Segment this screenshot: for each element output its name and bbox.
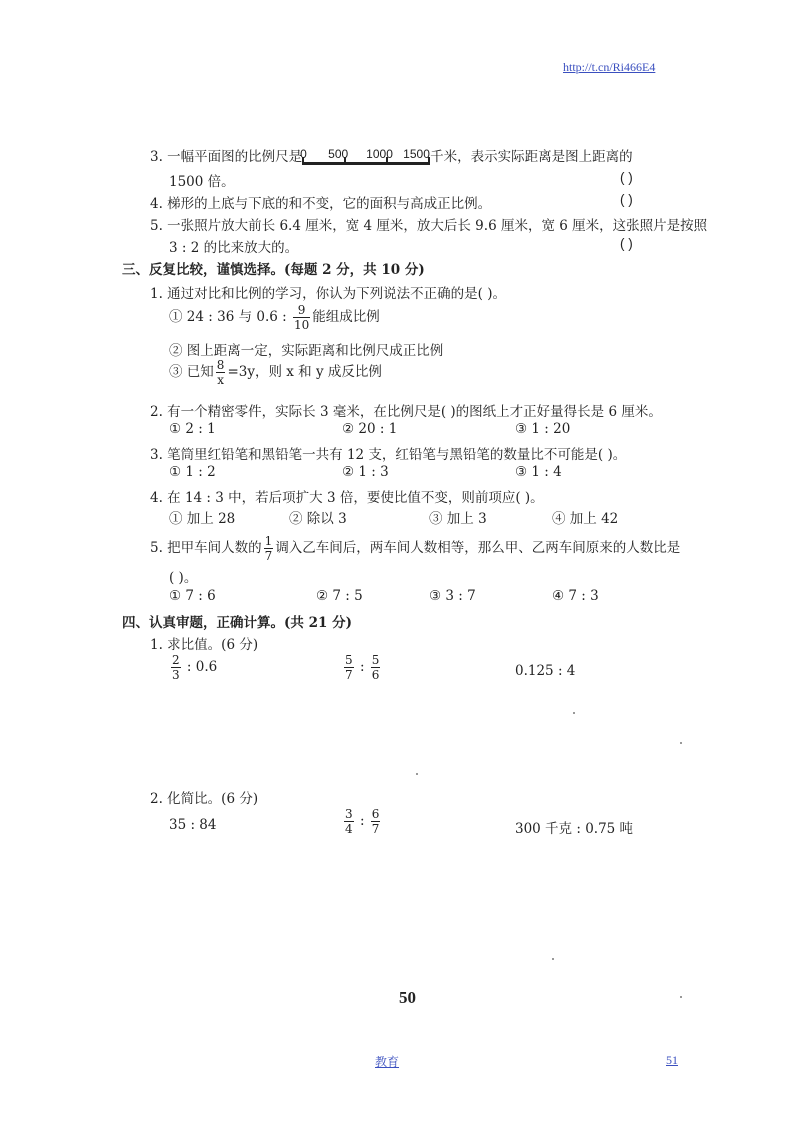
option: ③ 加上 3 [429, 511, 487, 527]
fraction: $\frac{2}{3}$ [172, 653, 180, 682]
judge-q3-text-end: 千米，表示实际距离是图上距离的 [430, 149, 633, 165]
scan-speck [416, 773, 418, 775]
scan-speck [573, 712, 575, 714]
scan-speck [680, 996, 682, 998]
option: ① 1 : 2 [169, 464, 216, 480]
scale-bar-figure [300, 146, 430, 166]
footer-page-link[interactable]: 51 [666, 1053, 678, 1067]
option: ② 7 : 5 [316, 588, 363, 604]
fraction: $\frac{5}{6}$ [371, 653, 380, 682]
s4-q2-title: 2. 化简比。(6 分) [150, 791, 259, 807]
fraction: $\frac{6}{7}$ [371, 807, 380, 836]
option: ④ 加上 42 [552, 511, 619, 527]
section4-title: 四、认真审题，正确计算。(共 21 分) [122, 615, 352, 631]
fraction: $\frac{8}{x}$ [216, 358, 225, 387]
s4-q1-c: 0.125 : 4 [515, 663, 576, 679]
s3-q5-line2: ( )。 [169, 570, 198, 586]
s3-q5-stem: 5. 把甲车间人数的 $\frac{1}{7}$ 调入乙车间后，两车间人数相等，那么甲、乙两车间原来的人数比是 [150, 534, 681, 563]
option: ④ 7 : 3 [552, 588, 599, 604]
s3-q1-stem: 1. 通过对比和比例的学习，你认为下列说法不正确的是( )。 [150, 286, 506, 302]
footer-link[interactable]: 教育 [375, 1055, 400, 1069]
option: ③ 1 : 4 [515, 464, 562, 480]
s4-q1-b: $\frac{5}{7}$ : $\frac{5}{6}$ [345, 653, 380, 682]
s4-q1-a: $\frac{2}{3}$ : 0.6 [172, 653, 218, 682]
scale-label: 1500 [403, 146, 430, 161]
scan-speck [552, 958, 554, 960]
judge-q3 [150, 145, 633, 166]
scale-label: 500 [328, 146, 349, 161]
s3-q1-option1: ① 24 : 36 与 0.6 : $\frac{9}{10}$ 能组成比例 [169, 303, 380, 332]
judge-q5: 5. 一张照片放大前长 6.4 厘米，宽 4 厘米，放大后长 9.6 厘米，宽 6 厘米，这张照片是按照 [150, 218, 708, 234]
s3-q4-stem: 4. 在 14 : 3 中，若后项扩大 3 倍，要使比值不变，则前项应( )。 [150, 490, 544, 506]
answer-paren[interactable]: ( ) [620, 170, 633, 185]
judge-q5-line2: 3 : 2 的比来放大的。 [169, 240, 299, 256]
option: ② 1 : 3 [342, 464, 389, 480]
s3-q1-option3: ③ 已知 $\frac{8}{x}$ =3y，则 x 和 y 成反比例 [169, 358, 382, 387]
option: ① 加上 28 [169, 511, 236, 527]
option: ② 20 : 1 [342, 421, 398, 437]
s4-q2-a: 35 : 84 [169, 817, 217, 833]
option: ③ 1 : 20 [515, 421, 571, 437]
scan-speck [680, 742, 682, 744]
scale-label: 0 [300, 146, 307, 161]
fraction: $\frac{5}{7}$ [345, 653, 353, 682]
answer-paren[interactable]: ( ) [620, 236, 633, 251]
section3-title: 三、反复比较，谨慎选择。(每题 2 分，共 10 分) [122, 262, 425, 278]
fraction: $\frac{9}{10}$ [293, 303, 310, 332]
answer-paren[interactable]: ( ) [620, 192, 633, 207]
s4-q1-title: 1. 求比值。(6 分) [150, 637, 259, 653]
page-number: 50 [399, 988, 416, 1007]
s4-q2-b: $\frac{3}{4}$ : $\frac{6}{7}$ [345, 807, 380, 836]
s3-q3-stem: 3. 笔筒里红铅笔和黑铅笔一共有 12 支，红铅笔与黑铅笔的数量比不可能是( )。 [150, 447, 627, 463]
scale-label: 1000 [366, 146, 393, 161]
option: ② 除以 3 [289, 511, 347, 527]
header-link[interactable]: http://t.cn/Ri466E4 [563, 60, 656, 74]
fraction: $\frac{3}{4}$ [345, 807, 353, 836]
s3-q1-option2: ② 图上距离一定，实际距离和比例尺成正比例 [169, 343, 444, 359]
s4-q2-c: 300 千克 : 0.75 吨 [515, 821, 634, 837]
judge-q4: 4. 梯形的上底与下底的和不变，它的面积与高成正比例。 [150, 196, 492, 212]
option: ③ 3 : 7 [429, 588, 476, 604]
s3-q2-stem: 2. 有一个精密零件，实际长 3 毫米，在比例尺是( )的图纸上才正好量得长是 6 厘米。 [150, 404, 662, 420]
judge-q3-line2: 1500 倍。 [169, 174, 235, 190]
option: ① 2 : 1 [169, 421, 216, 437]
fraction: $\frac{1}{7}$ [264, 534, 273, 563]
option: ① 7 : 6 [169, 588, 216, 604]
judge-q3-text: 3. 一幅平面图的比例尺是 [150, 149, 303, 165]
